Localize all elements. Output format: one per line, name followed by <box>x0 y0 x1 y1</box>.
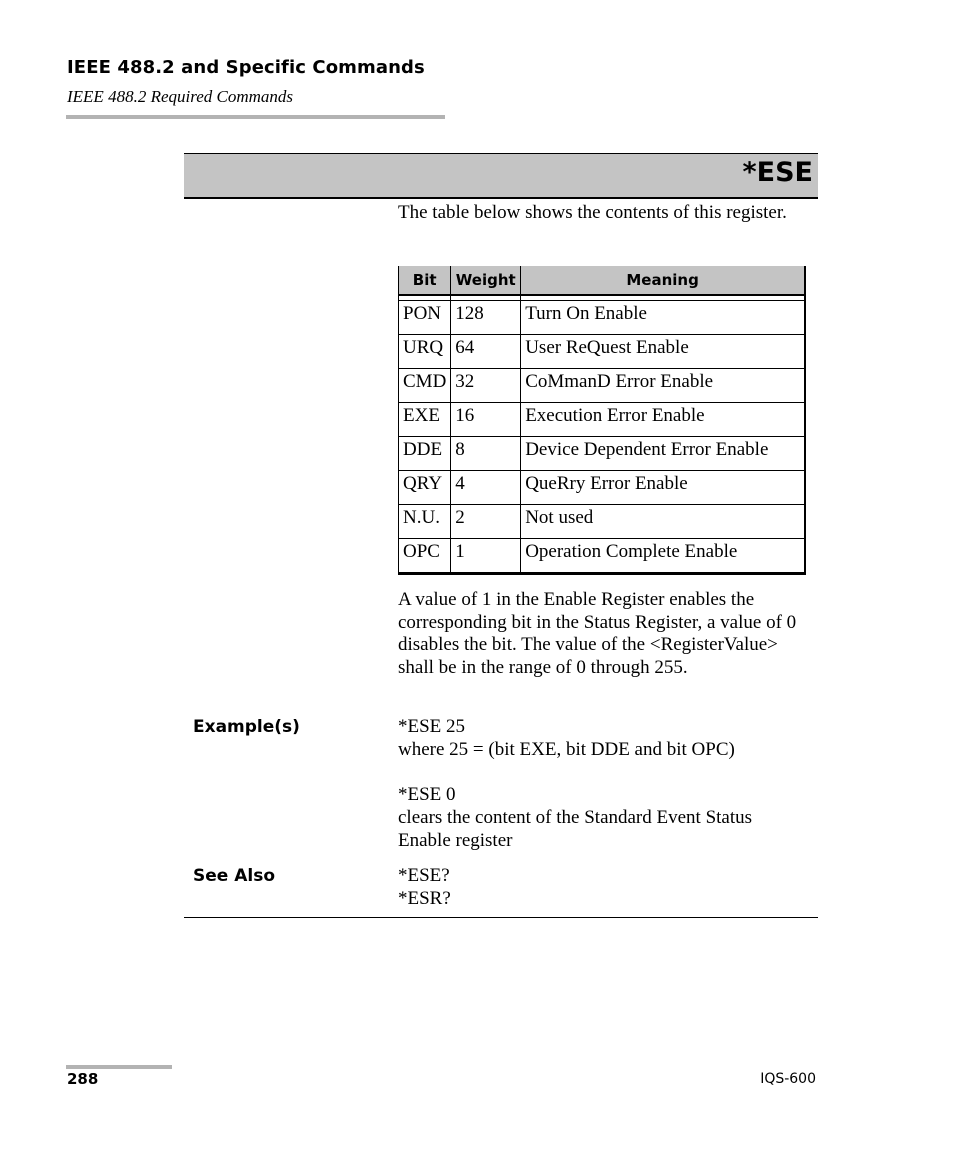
meaning-cell: Not used <box>521 505 805 539</box>
weight-cell: 32 <box>451 369 521 403</box>
description-text: A value of 1 in the Enable Register enables the corresponding bit in the Status Register, a value of 0 disables the bit. The value of the <RegisterValue> shall be in the range of 0 through 255. <box>398 589 797 678</box>
command-title-band <box>184 153 818 199</box>
example-2-command: *ESE 0 <box>398 784 456 805</box>
bit-cell: PON <box>399 301 451 335</box>
weight-cell: 16 <box>451 403 521 437</box>
column-header-meaning: Meaning <box>521 266 805 295</box>
weight-cell: 128 <box>451 301 521 335</box>
bit-cell: OPC <box>399 539 451 574</box>
table-row <box>399 505 806 539</box>
example-1-text: where 25 = (bit EXE, bit DDE and bit OPC) <box>398 739 735 760</box>
see-also-label: See Also <box>193 866 276 886</box>
table-row <box>399 369 806 403</box>
table-header-row <box>399 266 806 295</box>
table-row <box>399 437 806 471</box>
header-title: IEEE 488.2 and Specific Commands <box>67 57 425 78</box>
page-number: 288 <box>67 1070 99 1088</box>
column-header-weight: Weight <box>451 266 521 295</box>
header-rule <box>66 115 445 119</box>
bit-cell: DDE <box>399 437 451 471</box>
weight-cell: 4 <box>451 471 521 505</box>
table-row <box>399 471 806 505</box>
example-2-text: clears the content of the Standard Event Status Enable register <box>398 807 753 851</box>
see-also-item: *ESE? <box>398 865 450 886</box>
bit-cell: N.U. <box>399 505 451 539</box>
table-row <box>399 539 806 574</box>
header-subtitle: IEEE 488.2 Required Commands <box>67 87 294 106</box>
register-table <box>398 266 806 575</box>
meaning-cell: Execution Error Enable <box>521 403 805 437</box>
bit-cell: EXE <box>399 403 451 437</box>
weight-cell: 64 <box>451 335 521 369</box>
weight-cell: 2 <box>451 505 521 539</box>
command-title: *ESE <box>742 157 813 188</box>
intro-text: The table below shows the contents of this register. <box>398 202 787 223</box>
table-row <box>399 403 806 437</box>
section-end-rule <box>184 917 818 918</box>
bit-cell: CMD <box>399 369 451 403</box>
meaning-cell: QueRry Error Enable <box>521 471 805 505</box>
meaning-cell: Device Dependent Error Enable <box>521 437 805 471</box>
meaning-cell: Turn On Enable <box>521 301 805 335</box>
meaning-cell: CoMmanD Error Enable <box>521 369 805 403</box>
product-name: IQS-600 <box>760 1071 816 1087</box>
meaning-cell: User ReQuest Enable <box>521 335 805 369</box>
examples-label: Example(s) <box>193 717 300 737</box>
bit-cell: URQ <box>399 335 451 369</box>
footer-rule <box>66 1065 172 1069</box>
meaning-cell: Operation Complete Enable <box>521 539 805 574</box>
table-row <box>399 335 806 369</box>
table-row <box>399 301 806 335</box>
see-also-item: *ESR? <box>398 888 451 909</box>
bit-cell: QRY <box>399 471 451 505</box>
column-header-bit: Bit <box>399 266 451 295</box>
weight-cell: 1 <box>451 539 521 574</box>
weight-cell: 8 <box>451 437 521 471</box>
example-1-command: *ESE 25 <box>398 716 466 737</box>
